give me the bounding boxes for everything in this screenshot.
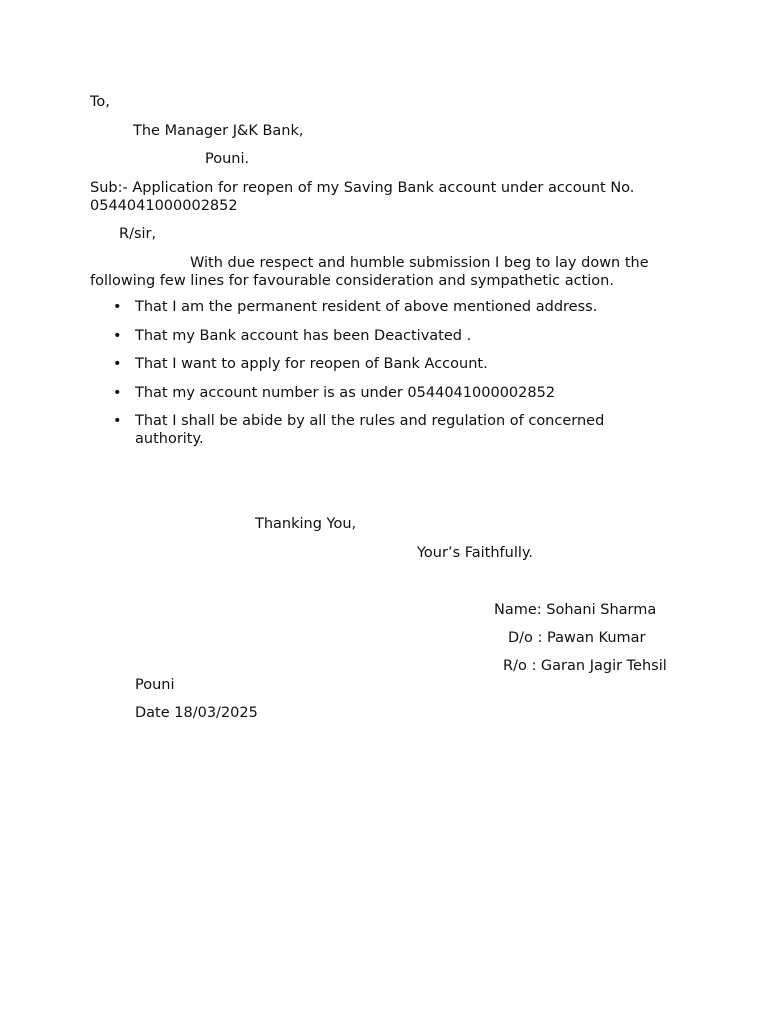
subject-line: Sub:- Application for reopen of my Saving Bank account under account No. 0544041000002852 [90, 180, 635, 214]
intro-paragraph: With due respect and humble submission I beg to lay down the following few lines for favourable consideration and sympathetic action. [90, 255, 649, 289]
bullet-icon: • [113, 384, 122, 401]
thanks-line: Thanking You, [255, 516, 357, 532]
list-item [90, 327, 670, 345]
point-text: That I am the permanent resident of above mentioned address. [135, 299, 598, 315]
signature-parent: D/o : Pawan Kumar [508, 630, 646, 646]
recipient-line: The Manager J&K Bank, [133, 123, 304, 139]
recipient-place: Pouni. [205, 151, 250, 167]
greeting-line: R/sir, [119, 226, 157, 242]
list-item [90, 298, 670, 316]
signature-residence: R/o : Garan Jagir Tehsil [503, 658, 667, 674]
place-line: Pouni [135, 677, 175, 693]
bullet-icon: • [113, 299, 122, 315]
date-line: Date 18/03/2025 [135, 705, 258, 721]
point-text: That my Bank account has been Deactivated . [135, 327, 472, 344]
points-list [90, 298, 670, 459]
to-line: To, [90, 94, 110, 110]
list-item [90, 355, 670, 373]
signature-name: Name: Sohani Sharma [494, 602, 657, 618]
closing-line: Your’s Faithfully. [417, 545, 533, 561]
point-text: That my account number is as under 0544041000002852 [135, 384, 556, 401]
bullet-icon: • [113, 413, 122, 429]
bullet-icon: • [113, 327, 122, 344]
point-text: That I want to apply for reopen of Bank Account. [135, 356, 488, 372]
list-item [90, 384, 670, 402]
list-item [90, 412, 670, 448]
bullet-icon: • [113, 356, 122, 372]
point-text: That I shall be abide by all the rules and regulation of concerned authority. [135, 413, 605, 447]
